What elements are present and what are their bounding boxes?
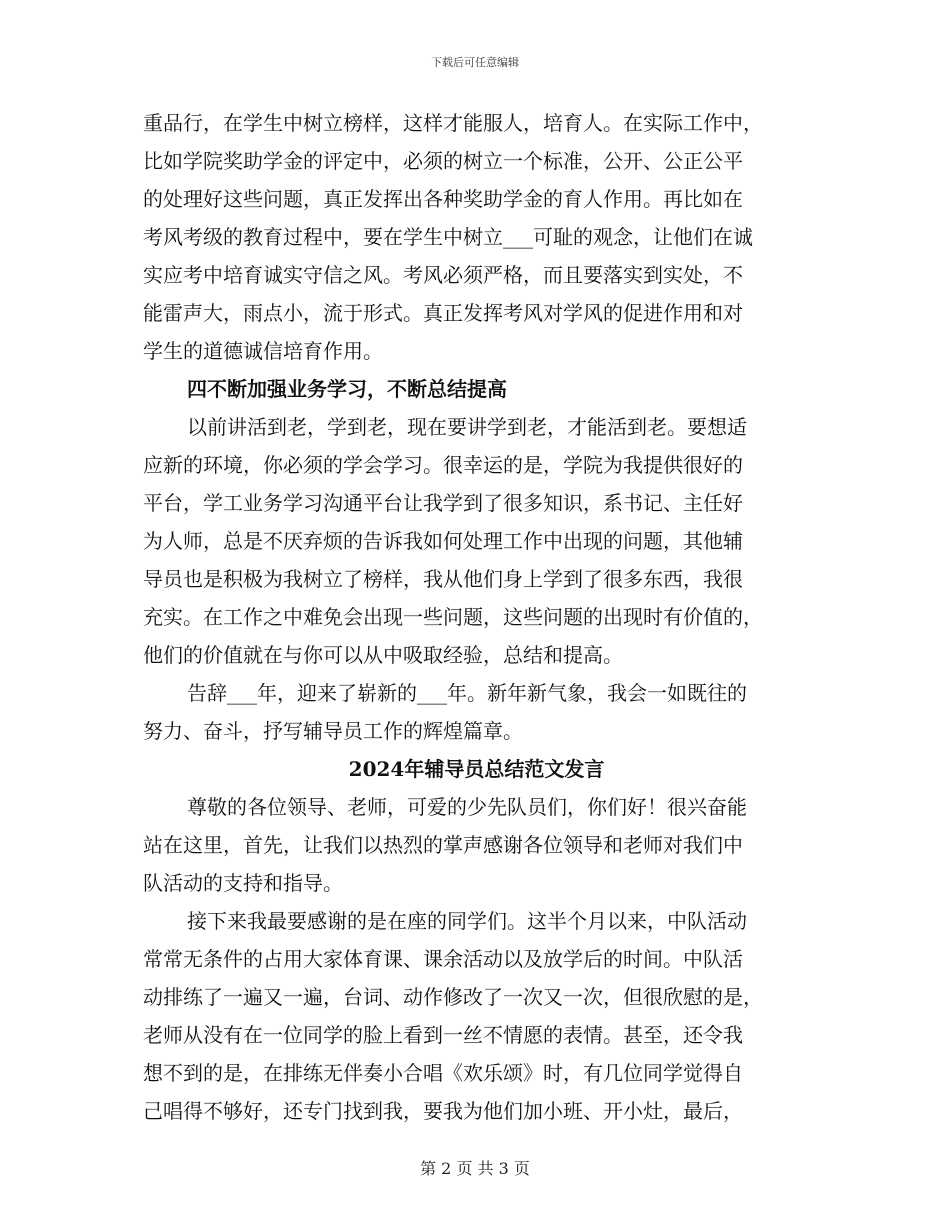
paragraph-line: 想不到的是，在排练无伴奏小合唱《欢乐颂》时，有几位同学觉得自: [143, 1061, 743, 1085]
paragraph-line: 努力、奋斗，抒写辅导员工作的辉煌篇章。: [143, 719, 523, 743]
paragraph-line: 充实。在工作之中难免会出现一些问题，这些问题的出现时有价值的，: [143, 605, 763, 629]
paragraph-line: 导员也是积极为我树立了榜样，我从他们身上学到了很多东西，我很: [143, 567, 743, 591]
paragraph-line: 老师从没有在一位同学的脸上看到一丝不情愿的表情。甚至，还令我: [143, 1023, 743, 1047]
paragraph-line: 为人师，总是不厌弃烦的告诉我如何处理工作中出现的问题，其他辅: [143, 529, 743, 553]
paragraph-line: 队活动的支持和指导。: [143, 871, 343, 895]
page-header: 下载后可任意编辑: [431, 56, 519, 69]
paragraph-line: 尊敬的各位领导、老师，可爱的少先队员们，你们好！很兴奋能: [187, 795, 747, 819]
paragraph-line: 的处理好这些问题，真正发挥出各种奖助学金的育人作用。再比如在: [143, 187, 743, 211]
section-heading: 四不断加强业务学习，不断总结提高: [187, 377, 507, 401]
paragraph-line: 告辞___年，迎来了崭新的___年。新年新气象，我会一如既往的: [187, 681, 747, 705]
paragraph-line: 己唱得不够好，还专门找到我，要我为他们加小班、开小灶，最后，: [143, 1099, 743, 1123]
document-title: 2024年辅导员总结范文发言: [348, 757, 605, 781]
paragraph-line: 能雷声大，雨点小，流于形式。真正发挥考风对学风的促进作用和对: [143, 301, 743, 325]
paragraph-line: 以前讲活到老，学到老，现在要讲学到老，才能活到老。要想适: [187, 415, 747, 439]
paragraph-line: 考风考级的教育过程中，要在学生中树立___可耻的观念，让他们在诚: [143, 225, 753, 249]
paragraph-line: 实应考中培育诚实守信之风。考风必须严格，而且要落实到实处，不: [143, 263, 743, 287]
paragraph-line: 平台，学工业务学习沟通平台让我学到了很多知识，系书记、主任好: [143, 491, 743, 515]
paragraph-line: 比如学院奖助学金的评定中，必须的树立一个标准，公开、公正公平: [143, 149, 743, 173]
paragraph-line: 动排练了一遍又一遍，台词、动作修改了一次又一次，但很欣慰的是，: [143, 985, 763, 1009]
page-number: 第 2 页 共 3 页: [420, 1159, 530, 1178]
paragraph-line: 他们的价值就在与你可以从中吸取经验，总结和提高。: [143, 643, 623, 667]
paragraph-line: 学生的道德诚信培育作用。: [143, 339, 383, 363]
paragraph-line: 接下来我最要感谢的是在座的同学们。这半个月以来，中队活动: [187, 909, 747, 933]
paragraph-line: 常常无条件的占用大家体育课、课余活动以及放学后的时间。中队活: [143, 947, 743, 971]
document-body: [143, 104, 810, 1130]
paragraph-line: 应新的环境，你必须的学会学习。很幸运的是，学院为我提供很好的: [143, 453, 743, 477]
paragraph-line: 重品行，在学生中树立榜样，这样才能服人，培育人。在实际工作中，: [143, 111, 763, 135]
paragraph-line: 站在这里，首先，让我们以热烈的掌声感谢各位领导和老师对我们中: [143, 833, 743, 857]
